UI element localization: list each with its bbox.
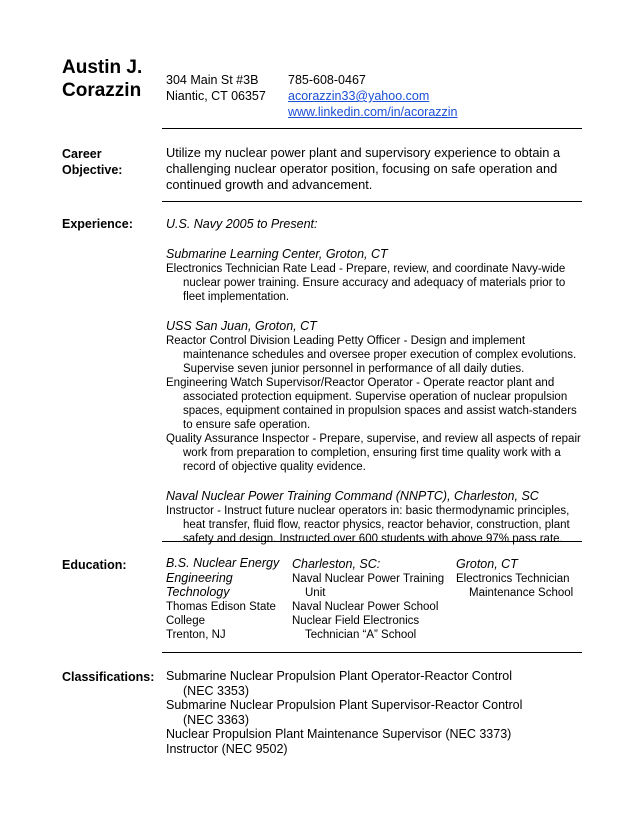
address-line-2: Niantic, CT 06357 bbox=[166, 89, 266, 103]
name-line-2: Corazzin bbox=[62, 80, 142, 101]
education-col-2 bbox=[292, 556, 452, 642]
experience-entry bbox=[166, 488, 586, 546]
experience-entry bbox=[166, 318, 586, 474]
objective-label bbox=[62, 146, 122, 178]
divider-4 bbox=[162, 652, 582, 653]
school-line: Naval Nuclear Power Training Unit bbox=[292, 573, 445, 599]
entry-item: Instructor - Instruct future nuclear operators in: basic thermodynamic principles, heat transfer, fluid flow, reactor physics, reactor behavior, construction, plant safety and design. Instructed over 600 students with above 97% pass rate. bbox=[166, 505, 570, 545]
entry-item: Reactor Control Division Leading Petty Officer - Design and implement maintenance schedules and oversee proper execution of complex evolutions. Supervise seven junior personnel in performance of all daily duties. bbox=[166, 335, 577, 375]
entry-title: Naval Nuclear Power Training Command (NNPTC), Charleston, SC bbox=[166, 489, 539, 503]
classifications-list bbox=[166, 669, 528, 756]
candidate-name bbox=[62, 56, 158, 102]
address-block bbox=[166, 72, 266, 104]
education-col-1 bbox=[166, 556, 284, 642]
linkedin-link[interactable]: www.linkedin.com/in/acorazzin bbox=[288, 105, 458, 119]
objective-text: Utilize my nuclear power plant and supervisory experience to obtain a challenging nuclear operator position, focusing on safe operation and continued growth and advancement. bbox=[166, 145, 561, 192]
phone-number: 785-608-0467 bbox=[288, 73, 366, 87]
objective-label-line-2: Objective: bbox=[62, 163, 123, 177]
entry-item: Electronics Technician Rate Lead - Prepare, review, and coordinate Navy-wide nuclear power training. Ensure accuracy and adequacy of materials prior to fleet implementation. bbox=[166, 263, 566, 303]
location-title: Groton, CT bbox=[456, 557, 518, 571]
school-line: Electronics Technician Maintenance School bbox=[456, 573, 574, 599]
entry-item: Engineering Watch Supervisor/Reactor Operator - Operate reactor plant and associated protection equipment. Supervise operation of nuclear propulsion spaces, equipment contained in propulsion spaces and assist watch-standers to ensure safe operation. bbox=[166, 377, 577, 431]
education-col-3 bbox=[456, 556, 586, 600]
divider-3 bbox=[162, 541, 582, 542]
entry-item: Quality Assurance Inspector - Prepare, supervise, and review all aspects of repair work from preparation to completion, ensuring first time quality work with a record of objective quality evidence. bbox=[166, 433, 581, 473]
divider-1 bbox=[162, 128, 582, 129]
location-title: Charleston, SC: bbox=[292, 557, 381, 571]
entry-title: Submarine Learning Center, Groton, CT bbox=[166, 247, 388, 261]
school-line: Thomas Edison State College bbox=[166, 600, 276, 627]
classifications-label: Classifications: bbox=[62, 670, 155, 684]
experience-intro: U.S. Navy 2005 to Present: bbox=[166, 217, 318, 231]
name-line-1: Austin J. bbox=[62, 57, 143, 78]
address-line-1: 304 Main St #3B bbox=[166, 73, 259, 87]
email-link[interactable]: acorazzin33@yahoo.com bbox=[288, 89, 430, 103]
contact-block bbox=[288, 72, 458, 120]
classification-item: Instructor (NEC 9502) bbox=[166, 741, 288, 756]
classification-item: Submarine Nuclear Propulsion Plant Operator-Reactor Control (NEC 3353) bbox=[166, 669, 512, 698]
divider-2 bbox=[162, 201, 582, 202]
classification-item: Nuclear Propulsion Plant Maintenance Supervisor (NEC 3373) bbox=[166, 727, 512, 741]
experience-entry bbox=[166, 246, 586, 304]
entry-title: USS San Juan, Groton, CT bbox=[166, 319, 317, 333]
education-label: Education: bbox=[62, 558, 127, 572]
objective-label-line-1: Career bbox=[62, 147, 102, 161]
degree-title: B.S. Nuclear Energy Engineering Technology bbox=[166, 556, 280, 599]
school-line: Trenton, NJ bbox=[166, 628, 226, 641]
school-line: Nuclear Field Electronics Technician “A” School bbox=[292, 615, 420, 641]
school-line: Naval Nuclear Power School bbox=[292, 601, 439, 613]
experience-label: Experience: bbox=[62, 217, 133, 231]
experience-section bbox=[166, 216, 586, 546]
classification-item: Submarine Nuclear Propulsion Plant Supervisor-Reactor Control (NEC 3363) bbox=[166, 698, 523, 727]
